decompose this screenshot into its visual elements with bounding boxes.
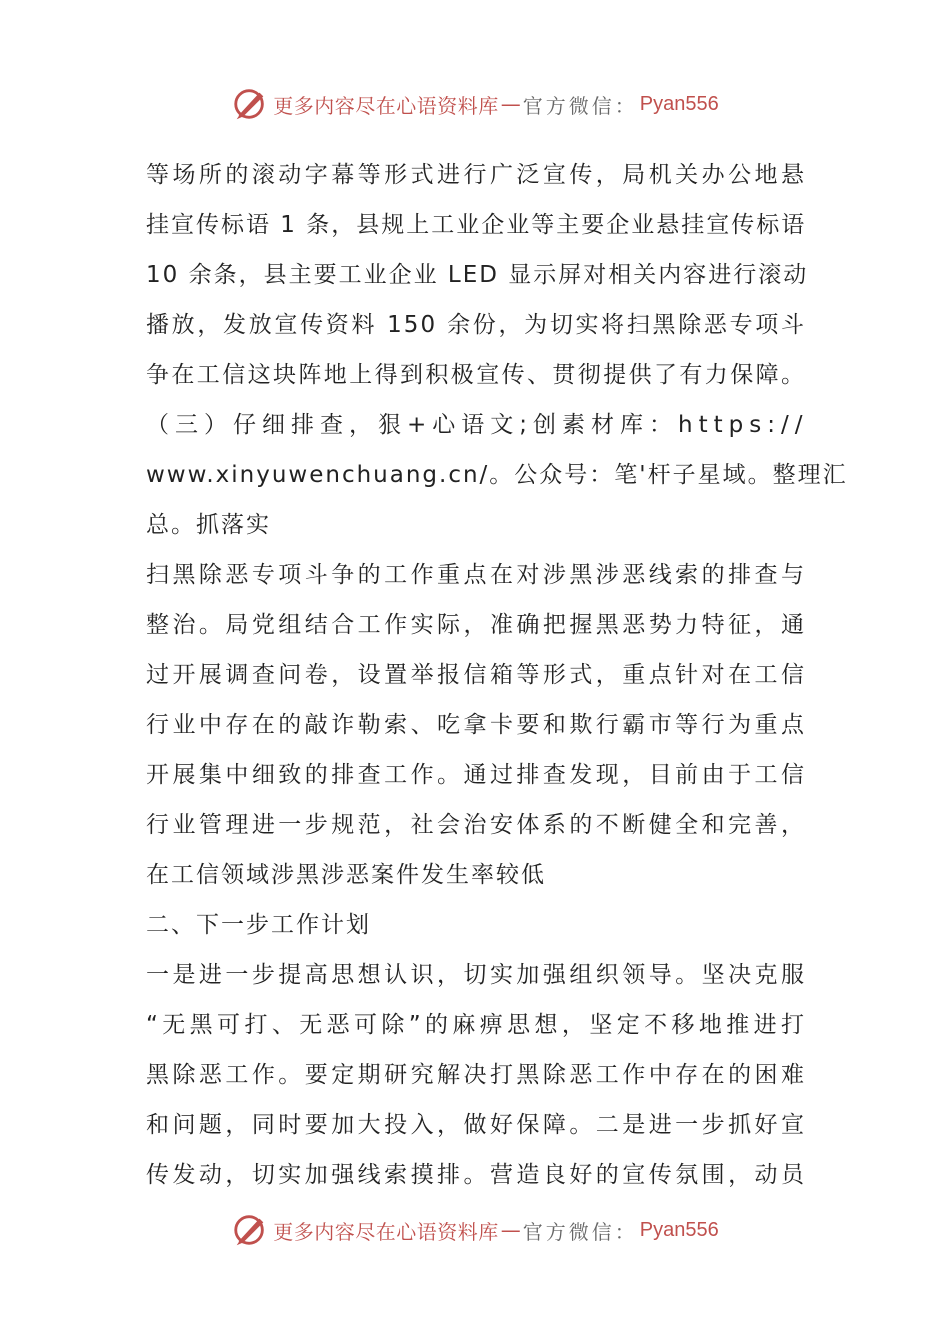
body-line: 行业管理进一步规范，社会治安体系的不断健全和完善， xyxy=(146,812,806,838)
banner-wechat-id: Pyan556 xyxy=(639,92,719,115)
body-line: 等场所的滚动字幕等形式进行广泛宣传，局机关办公地悬 xyxy=(146,162,806,188)
body-line: 扫黑除恶专项斗争的工作重点在对涉黑涉恶线索的排查与 xyxy=(146,562,806,588)
section-heading-3: （三）仔细排查，狠+心语文;创素材库：https:// xyxy=(146,412,809,438)
pen-nib-logo-icon xyxy=(231,1211,269,1249)
body-line: 整治。局党组结合工作实际，准确把握黑恶势力特征，通 xyxy=(146,612,806,638)
body-line: 播放，发放宣传资料 150 余份，为切实将扫黑除恶专项斗 xyxy=(146,312,806,338)
body-line: 争在工信这块阵地上得到积极宣传、贯彻提供了有力保障。 xyxy=(146,362,806,388)
body-line: “无黑可打、无恶可除”的麻痹思想，坚定不移地推进打 xyxy=(146,1012,806,1038)
body-line: 总。抓落实 xyxy=(146,512,271,538)
banner-wechat-label: 官方微信： xyxy=(522,1219,638,1244)
body-line: 开展集中细致的排查工作。通过排查发现，目前由于工信 xyxy=(146,762,806,788)
body-line: 一是进一步提高思想认识，切实加强组织领导。坚决克服 xyxy=(146,962,806,988)
document-body xyxy=(146,150,848,1200)
banner-wechat-label: 官方微信： xyxy=(522,93,638,118)
body-line: www.xinyuwenchuang.cn/。公众号：笔'杆子星域。整理汇 xyxy=(146,462,848,488)
banner-slogan: 更多内容尽在心语资料库 xyxy=(273,93,499,118)
banner-dash: — xyxy=(500,1218,521,1242)
body-line: 在工信领域涉黑涉恶案件发生率较低 xyxy=(146,862,546,888)
section-heading-2: 二、下一步工作计划 xyxy=(146,912,371,938)
body-line: 和问题，同时要加大投入，做好保障。二是进一步抓好宣 xyxy=(146,1112,806,1138)
footer-banner xyxy=(0,1210,950,1250)
body-line: 过开展调查问卷，设置举报信箱等形式，重点针对在工信 xyxy=(146,662,806,688)
banner-wechat-id: Pyan556 xyxy=(639,1218,719,1241)
body-line: 传发动，切实加强线索摸排。营造良好的宣传氛围，动员 xyxy=(146,1162,806,1188)
body-line: 黑除恶工作。要定期研究解决打黑除恶工作中存在的困难 xyxy=(146,1062,806,1088)
banner-dash: — xyxy=(500,92,521,116)
body-line: 行业中存在的敲诈勒索、吃拿卡要和欺行霸市等行为重点 xyxy=(146,712,806,738)
pen-nib-logo-icon xyxy=(231,85,269,123)
body-line: 10 余条，县主要工业企业 LED 显示屏对相关内容进行滚动 xyxy=(146,262,809,288)
body-line: 挂宣传标语 1 条，县规上工业企业等主要企业悬挂宣传标语 xyxy=(146,212,807,238)
banner-slogan: 更多内容尽在心语资料库 xyxy=(273,1219,499,1244)
header-banner xyxy=(0,84,950,124)
